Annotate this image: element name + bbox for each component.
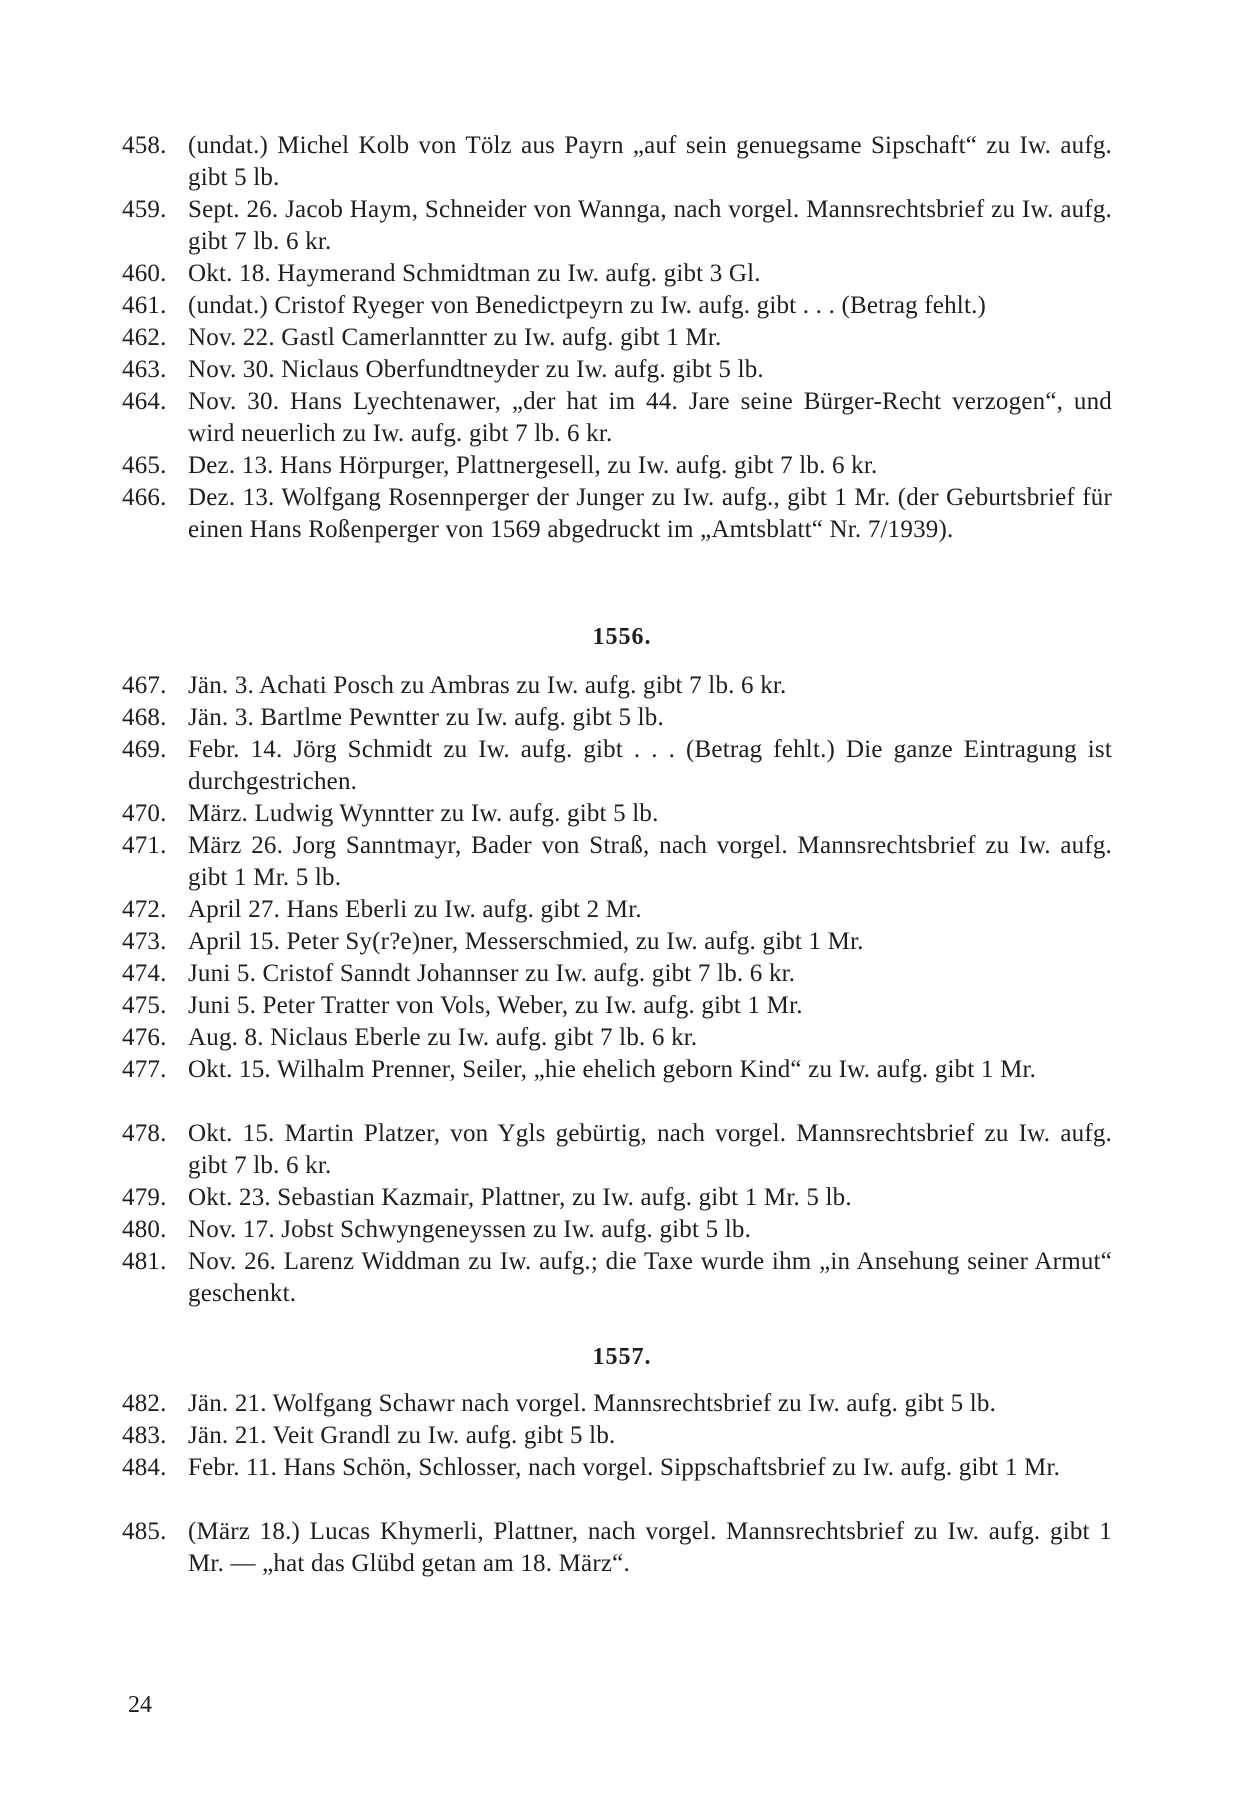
entry-text: Jän. 3. Achati Posch zu Ambras zu Iw. aufg. gibt 7 lb. 6 kr. (188, 672, 787, 699)
entry-466 (122, 482, 1112, 546)
entry-number: 471. (122, 832, 167, 859)
entry-468 (122, 702, 1112, 734)
entry-text: Okt. 18. Haymerand Schmidtman zu Iw. aufg. gibt 3 Gl. (188, 260, 761, 287)
entry-number: 472. (122, 896, 167, 923)
entry-477 (122, 1054, 1112, 1086)
entry-458 (122, 130, 1112, 194)
entry-number: 480. (122, 1216, 167, 1243)
entry-number: 462. (122, 324, 167, 351)
entry-number: 468. (122, 704, 167, 731)
entry-text: Jän. 21. Wolfgang Schawr nach vorgel. Mannsrechtsbrief zu Iw. aufg. gibt 5 lb. (188, 1390, 997, 1417)
entry-number: 477. (122, 1056, 167, 1083)
entry-465 (122, 450, 1112, 482)
entry-text: Dez. 13. Wolfgang Rosennperger der Junger zu Iw. aufg., gibt 1 Mr. (der Geburtsbrief für einen Hans Roßenperger von 1569 abgedruckt im „Amtsblatt“ Nr. 7/1939). (188, 484, 1112, 543)
entry-text: April 27. Hans Eberli zu Iw. aufg. gibt 2 Mr. (188, 896, 642, 923)
entry-463 (122, 354, 1112, 386)
entry-460 (122, 258, 1112, 290)
entry-number: 466. (122, 484, 167, 511)
entry-text: April 15. Peter Sy(r?e)ner, Messerschmied, zu Iw. aufg. gibt 1 Mr. (188, 928, 864, 955)
entry-472 (122, 894, 1112, 926)
entry-number: 481. (122, 1248, 167, 1275)
entry-text: Sept. 26. Jacob Haym, Schneider von Wannga, nach vorgel. Mannsrechtsbrief zu Iw. aufg. gibt 7 lb. 6 kr. (188, 196, 1112, 255)
entry-484 (122, 1452, 1112, 1484)
entry-number: 467. (122, 672, 167, 699)
entry-number: 460. (122, 260, 167, 287)
entry-number: 470. (122, 800, 167, 827)
entry-461 (122, 290, 1112, 322)
entry-number: 464. (122, 388, 167, 415)
entry-number: 458. (122, 132, 167, 159)
entry-text: Nov. 30. Hans Lyechtenawer, „der hat im 44. Jare seine Bürger-Recht verzogen“, und wird neuerlich zu Iw. aufg. gibt 7 lb. 6 kr. (188, 388, 1112, 447)
entry-text: Jän. 3. Bartlme Pewntter zu Iw. aufg. gibt 5 lb. (188, 704, 664, 731)
entry-480 (122, 1214, 1112, 1246)
entry-text: (undat.) Michel Kolb von Tölz aus Payrn „auf sein genuegsame Sipschaft“ zu Iw. aufg. gibt 5 lb. (188, 132, 1112, 191)
entry-number: 474. (122, 960, 167, 987)
year-heading-1557: 1557. (592, 1344, 652, 1370)
entry-text: (März 18.) Lucas Khymerli, Plattner, nach vorgel. Mannsrechtsbrief zu Iw. aufg. gibt 1 Mr. — „hat das Glübd getan am 18. März“. (188, 1518, 1112, 1577)
entry-text: Nov. 17. Jobst Schwyngeneyssen zu Iw. aufg. gibt 5 lb. (188, 1216, 752, 1243)
entry-476 (122, 1022, 1112, 1054)
page-number: 24 (128, 1692, 152, 1718)
entry-483 (122, 1420, 1112, 1452)
entry-479 (122, 1182, 1112, 1214)
entry-478 (122, 1118, 1112, 1182)
entry-text: Febr. 14. Jörg Schmidt zu Iw. aufg. gibt . . . (Betrag fehlt.) Die ganze Eintragung ist durchgestrichen. (188, 736, 1112, 795)
entry-text: Jän. 21. Veit Grandl zu Iw. aufg. gibt 5 lb. (188, 1422, 616, 1449)
entry-text: Aug. 8. Niclaus Eberle zu Iw. aufg. gibt 7 lb. 6 kr. (188, 1024, 698, 1051)
entry-text: Juni 5. Cristof Sanndt Johannser zu Iw. aufg. gibt 7 lb. 6 kr. (188, 960, 796, 987)
entry-text: Dez. 13. Hans Hörpurger, Plattnergesell, zu Iw. aufg. gibt 7 lb. 6 kr. (188, 452, 878, 479)
entry-text: Nov. 26. Larenz Widdman zu Iw. aufg.; die Taxe wurde ihm „in Ansehung seiner Armut“ geschenkt. (188, 1248, 1112, 1307)
entry-471 (122, 830, 1112, 894)
year-heading-1556: 1556. (592, 624, 652, 650)
entry-text: (undat.) Cristof Ryeger von Benedictpeyrn zu Iw. aufg. gibt . . . (Betrag fehlt.) (188, 292, 987, 319)
entry-number: 476. (122, 1024, 167, 1051)
entry-text: Nov. 30. Niclaus Oberfundtneyder zu Iw. aufg. gibt 5 lb. (188, 356, 764, 383)
entry-467 (122, 670, 1112, 702)
entry-text: Okt. 15. Wilhalm Prenner, Seiler, „hie ehelich geborn Kind“ zu Iw. aufg. gibt 1 Mr. (188, 1056, 1037, 1083)
entry-text: Nov. 22. Gastl Camerlanntter zu Iw. aufg. gibt 1 Mr. (188, 324, 722, 351)
entry-474 (122, 958, 1112, 990)
entry-462 (122, 322, 1112, 354)
entry-number: 459. (122, 196, 167, 223)
entry-number: 463. (122, 356, 167, 383)
entry-470 (122, 798, 1112, 830)
entry-number: 461. (122, 292, 167, 319)
entry-number: 482. (122, 1390, 167, 1417)
entry-number: 469. (122, 736, 167, 763)
entry-number: 465. (122, 452, 167, 479)
entry-number: 484. (122, 1454, 167, 1481)
entry-text: Febr. 11. Hans Schön, Schlosser, nach vorgel. Sippschaftsbrief zu Iw. aufg. gibt 1 Mr. (188, 1454, 1061, 1481)
entry-469 (122, 734, 1112, 798)
entry-475 (122, 990, 1112, 1022)
entry-485 (122, 1516, 1112, 1580)
entry-number: 483. (122, 1422, 167, 1449)
entry-459 (122, 194, 1112, 258)
entry-number: 473. (122, 928, 167, 955)
entry-text: März. Ludwig Wynntter zu Iw. aufg. gibt 5 lb. (188, 800, 659, 827)
entry-text: Okt. 23. Sebastian Kazmair, Plattner, zu Iw. aufg. gibt 1 Mr. 5 lb. (188, 1184, 852, 1211)
entry-482 (122, 1388, 1112, 1420)
entry-464 (122, 386, 1112, 450)
entry-text: Juni 5. Peter Tratter von Vols, Weber, zu Iw. aufg. gibt 1 Mr. (188, 992, 803, 1019)
entry-number: 485. (122, 1518, 167, 1545)
entry-number: 478. (122, 1120, 167, 1147)
entry-481 (122, 1246, 1112, 1310)
entry-number: 479. (122, 1184, 167, 1211)
entry-text: März 26. Jorg Sanntmayr, Bader von Straß, nach vorgel. Mannsrechtsbrief zu Iw. aufg. gibt 1 Mr. 5 lb. (188, 832, 1112, 891)
entry-473 (122, 926, 1112, 958)
entry-text: Okt. 15. Martin Platzer, von Ygls gebürtig, nach vorgel. Mannsrechtsbrief zu Iw. aufg. gibt 7 lb. 6 kr. (188, 1120, 1112, 1179)
entry-number: 475. (122, 992, 167, 1019)
